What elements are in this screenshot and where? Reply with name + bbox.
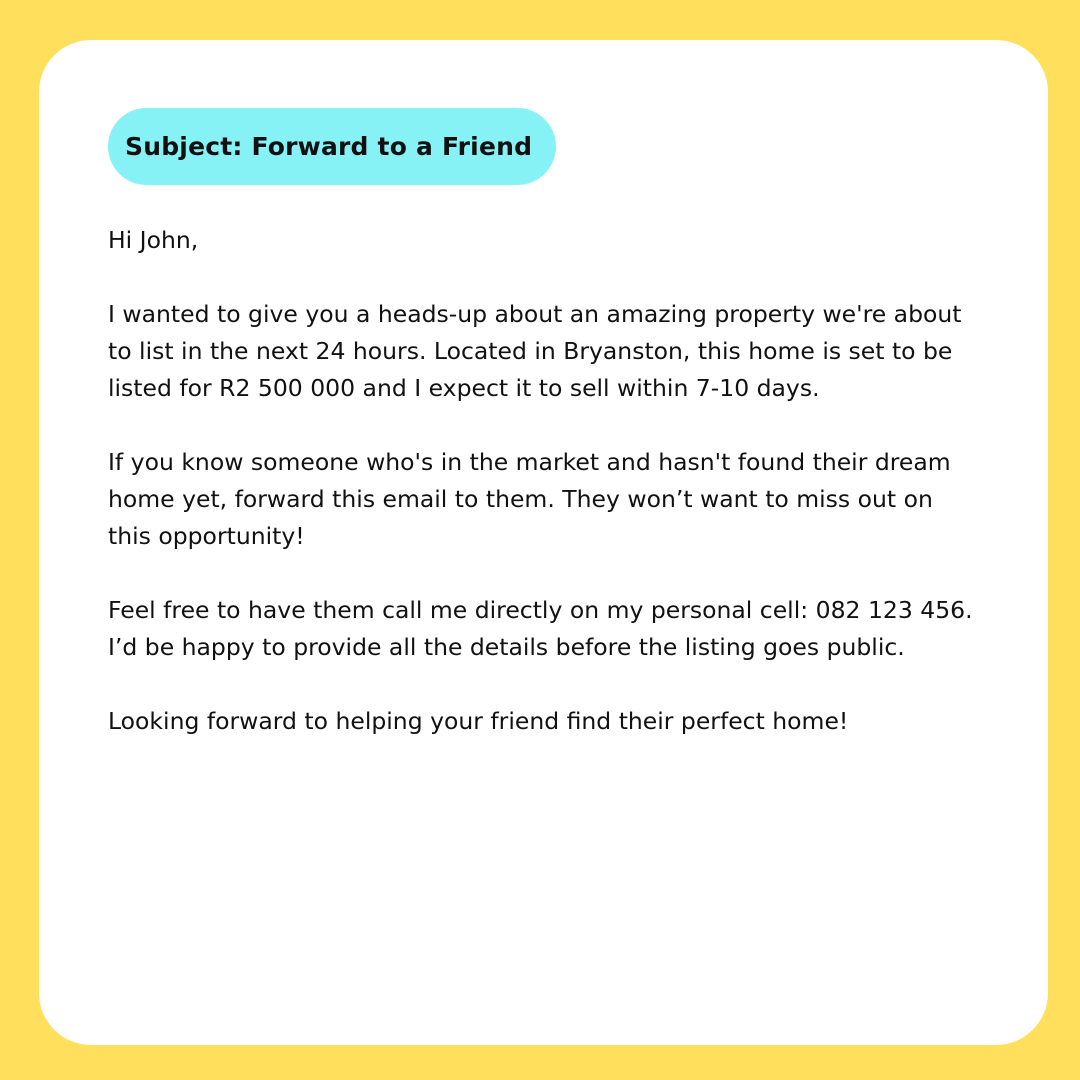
paragraph-forward-request [108,444,998,555]
paragraph-line: Looking forward to helping your friend find their perfect home! [108,707,849,735]
greeting-line: Hi John, [108,226,199,254]
paragraph-line: If you know someone who's in the market and hasn't found their dream [108,448,951,476]
email-subject: Subject: Forward to a Friend [125,132,533,161]
email-body [108,222,998,777]
paragraph-closing [108,703,998,740]
paragraph-line: this opportunity! [108,522,305,550]
paragraph-line: listed for R2 500 000 and I expect it to sell within 7-10 days. [108,374,820,402]
email-card [39,40,1048,1045]
paragraph-line: home yet, forward this email to them. They won’t want to miss out on [108,485,933,513]
paragraph-line: I wanted to give you a heads-up about an amazing property we're about [108,300,962,328]
paragraph-line: to list in the next 24 hours. Located in Bryanston, this home is set to be [108,337,953,365]
subject-pill [108,108,556,185]
paragraph-contact [108,592,998,666]
email-greeting [108,222,998,259]
paragraph-line: I’d be happy to provide all the details before the listing goes public. [108,633,905,661]
paragraph-announcement [108,296,998,407]
paragraph-line: Feel free to have them call me directly on my personal cell: 082 123 456. [108,596,973,624]
